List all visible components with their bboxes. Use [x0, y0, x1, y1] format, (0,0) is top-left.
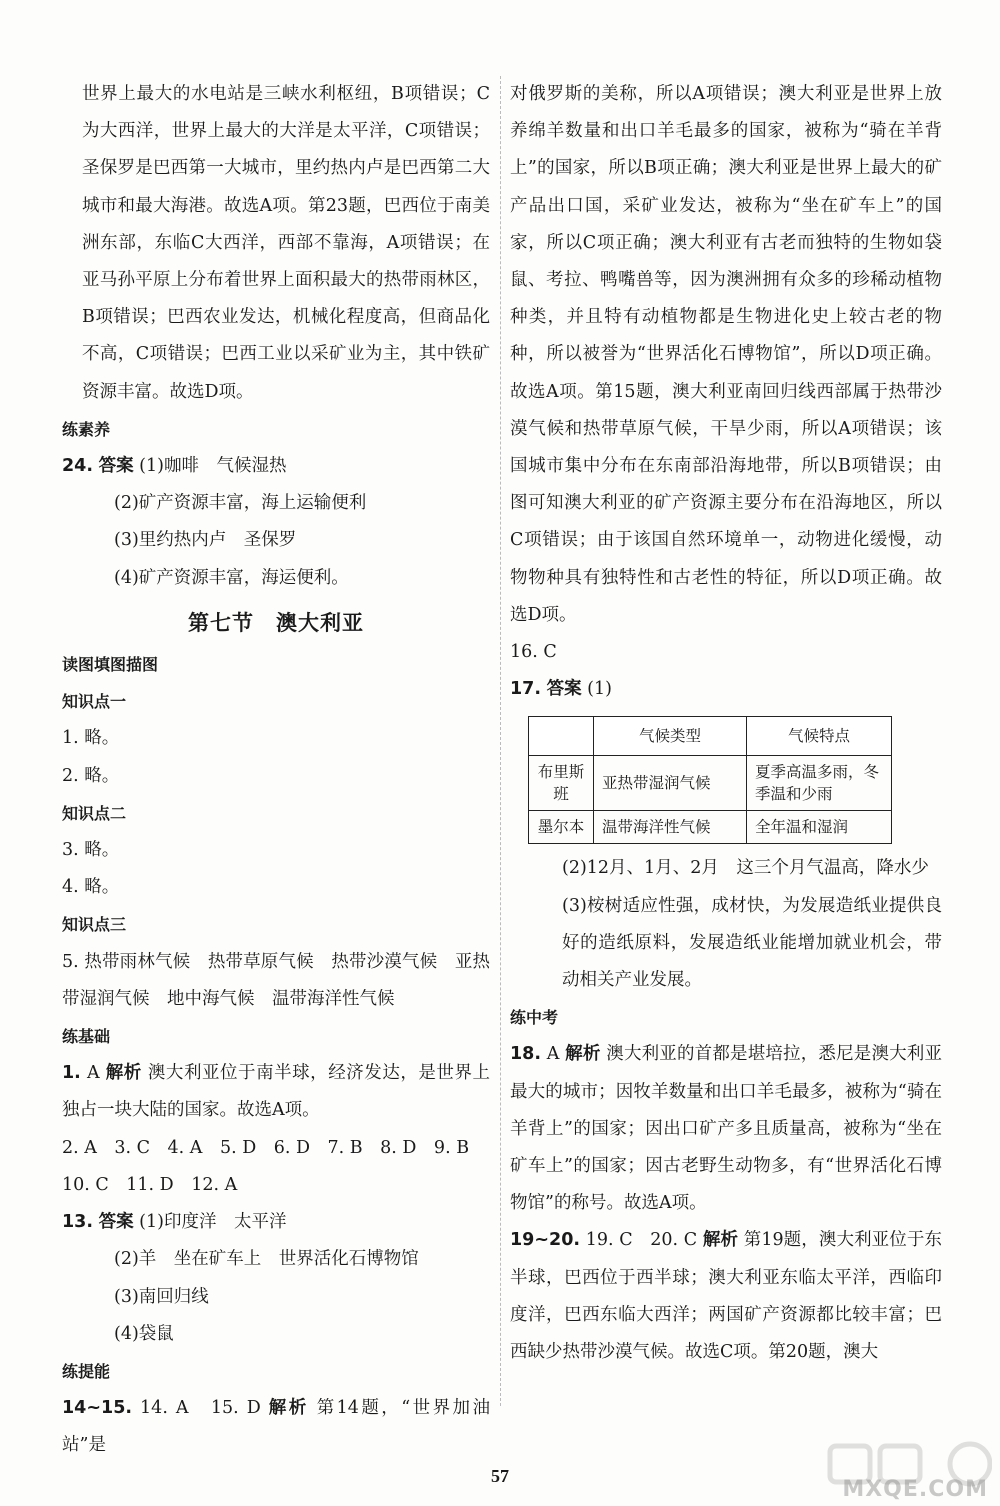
answer-24-line-2: (2)矿产资源丰富，海上运输便利 — [114, 493, 367, 514]
answer-1-brief: 1. 略。 — [62, 728, 120, 749]
answer-text: (1)咖啡 气候湿热 — [139, 456, 287, 477]
answer-4-brief: 4. 略。 — [62, 877, 120, 898]
paragraph-australia-explanation: 对俄罗斯的美称，所以A项错误；澳大利亚是世界上放养绵羊数量和出口羊毛最多的国家，被称为“骑在羊背上”的国家，所以B项正确；澳大利亚是世界上最大的矿产品出口国，采矿业发达，被称为“坐在矿车上”的国家，所以C项正确；澳大利亚有古老而独特的生物如袋鼠、考拉、鸭嘴兽等，因为澳洲拥有众多的珍稀动植物种类，并且特有动植物都是生物进化史上较古老的物种，所以被誉为“世界活化石博物馆”，所以D项正确。故选A项。第15题，澳大利亚南回归线西部属于热带沙漠气候和热带草原气候，干旱少雨，所以A项错误；该国城市集中分布在东南部沿海地带，所以B项错误；由图可知澳大利亚的矿产资源主要分布在沿海地区，所以C项错误；由于该国自然环境单一，动物进化缓慢，动物物种具有独特性和古老性的特征，所以D项正确。故选D项。 — [510, 84, 942, 625]
table-row — [529, 811, 892, 844]
answer-label: 答案 — [546, 679, 582, 700]
answer-24-line-1 — [62, 448, 490, 485]
section-heading-lian-suyang: 练素养 — [62, 419, 111, 439]
answer-text: (1)印度洋 太平洋 — [139, 1212, 287, 1233]
page-number: 57 — [491, 1466, 509, 1486]
right-column — [510, 76, 942, 1371]
climate-table — [528, 716, 892, 844]
paragraph-brazil-explanation: 世界上最大的水电站是三峡水利枢纽，B项错误；C为大西洋，世界上最大的大洋是太平洋，C项错误；圣保罗是巴西第一大城市，里约热内卢是巴西第二大城市和最大海港。故选A项。第23题，巴西位于南美洲东部，东临C大西洋，西部不靠海，A项错误；在亚马孙平原上分布着世界上面积最大的热带雨林区，B项错误；巴西农业发达，机械化程度高，但商品化不高，C项错误；巴西工业以采矿业为主，其中铁矿资源丰富。故选D项。 — [82, 84, 490, 402]
left-column — [62, 76, 490, 1465]
section-heading-lian-tineng: 练提能 — [62, 1361, 111, 1381]
knowledge-point-3: 知识点三 — [62, 915, 127, 935]
answer-choice: A — [546, 1044, 560, 1065]
answer-3-brief: 3. 略。 — [62, 840, 120, 861]
explanation-text: 第19题，澳大利亚位于东半球，巴西位于西半球；澳大利亚东临太平洋，西临印度洋，巴西东临大西洋；两国矿产资源都比较丰富；巴西缺少热带沙漠气候。故选C项。第20题，澳大 — [510, 1230, 942, 1363]
table-header-blank — [529, 717, 594, 756]
table-cell-type: 温带海洋性气候 — [594, 811, 747, 844]
table-header-row — [529, 717, 892, 756]
table-row — [529, 756, 892, 811]
answers-2-to-9: 2. A 3. C 4. A 5. D 6. D 7. B 8. D 9. B — [62, 1137, 470, 1158]
answer-2-brief: 2. 略。 — [62, 765, 120, 786]
answer-text: (1) — [587, 679, 612, 700]
explanation-text: 澳大利亚的首都是堪培拉，悉尼是澳大利亚最大的城市；因牧羊数量和出口羊毛最多，被称为“骑在羊背上”的国家；因出口矿产多且质量高，被称为“坐在矿车上”的国家；因古老野生动物多，有“世界活化石博物馆”的称号。故选A项。 — [510, 1044, 942, 1214]
answer-17-line-3: (3)桉树适应性强，成材快，为发展造纸业提供良好的造纸原料，发展造纸业能增加就业机会，带动相关产业发展。 — [562, 895, 942, 991]
answers-10-to-12: 10. C 11. D 12. A — [62, 1174, 238, 1195]
question-number: 14~15. — [62, 1398, 133, 1419]
answer-13-line-4: (4)袋鼠 — [114, 1323, 174, 1344]
table-cell-feature: 全年温和湿润 — [747, 811, 892, 844]
answer-13-line-3: (3)南回归线 — [114, 1286, 209, 1307]
answer-14-15 — [62, 1390, 490, 1464]
section-heading-dutu: 读图填图描图 — [62, 655, 159, 675]
section-heading-lian-jichu: 练基础 — [62, 1027, 111, 1047]
answer-1-explained — [62, 1055, 490, 1129]
knowledge-point-2: 知识点二 — [62, 803, 127, 823]
question-number: 24. — [62, 456, 94, 477]
answer-16: 16. C — [510, 642, 557, 663]
table-header-climate-feature: 气候特点 — [747, 717, 892, 756]
question-number: 13. — [62, 1212, 94, 1233]
table-cell-city: 墨尔本 — [529, 811, 594, 844]
knowledge-point-1: 知识点一 — [62, 692, 127, 712]
answer-13-line-2: (2)羊 坐在矿车上 世界活化石博物馆 — [114, 1249, 419, 1270]
table-cell-feature: 夏季高温多雨，冬季温和少雨 — [747, 756, 892, 811]
answer-24-line-4: (4)矿产资源丰富，海运便利。 — [114, 567, 349, 588]
answer-choices: 19. C 20. C — [585, 1230, 698, 1251]
column-divider — [500, 76, 501, 1406]
explanation-text: 澳大利亚位于南半球，经济发达，是世界上独占一块大陆的国家。故选A项。 — [62, 1063, 490, 1121]
answer-choice: A — [86, 1063, 100, 1084]
explanation-label: 解析 — [105, 1063, 142, 1084]
answer-label: 答案 — [98, 456, 134, 477]
question-number: 1. — [62, 1063, 81, 1084]
question-number: 17. — [510, 679, 542, 700]
explanation-label: 解析 — [565, 1044, 601, 1065]
answer-13-line-1 — [62, 1204, 490, 1241]
answer-24-line-3: (3)里约热内卢 圣保罗 — [114, 530, 297, 551]
answer-17-line-2: (2)12月、1月、2月 这三个月气温高，降水少 — [562, 858, 929, 879]
answer-19-20 — [510, 1222, 942, 1371]
answer-choices: 14. A 15. D — [140, 1398, 261, 1419]
explanation-label: 解析 — [268, 1398, 309, 1419]
answer-5-climates: 5. 热带雨林气候 热带草原气候 热带沙漠气候 亚热带湿润气候 地中海气候 温带海洋性气候 — [62, 951, 490, 1009]
chapter-title: 第七节 澳大利亚 — [188, 610, 364, 635]
explanation-label: 解析 — [702, 1230, 739, 1251]
section-heading-lian-zhongkao: 练中考 — [510, 1008, 559, 1028]
table-cell-city: 布里斯班 — [529, 756, 594, 811]
answer-17-line-1 — [510, 671, 942, 708]
watermark-text: MXQE.COM — [842, 1477, 988, 1502]
table-cell-type: 亚热带湿润气候 — [594, 756, 747, 811]
question-number: 19~20. — [510, 1230, 581, 1251]
answer-label: 答案 — [98, 1212, 134, 1233]
table-header-climate-type: 气候类型 — [594, 717, 747, 756]
question-number: 18. — [510, 1044, 542, 1065]
answer-18 — [510, 1036, 942, 1222]
explanation-text: 第14题，“世界加油站”是 — [62, 1398, 490, 1456]
